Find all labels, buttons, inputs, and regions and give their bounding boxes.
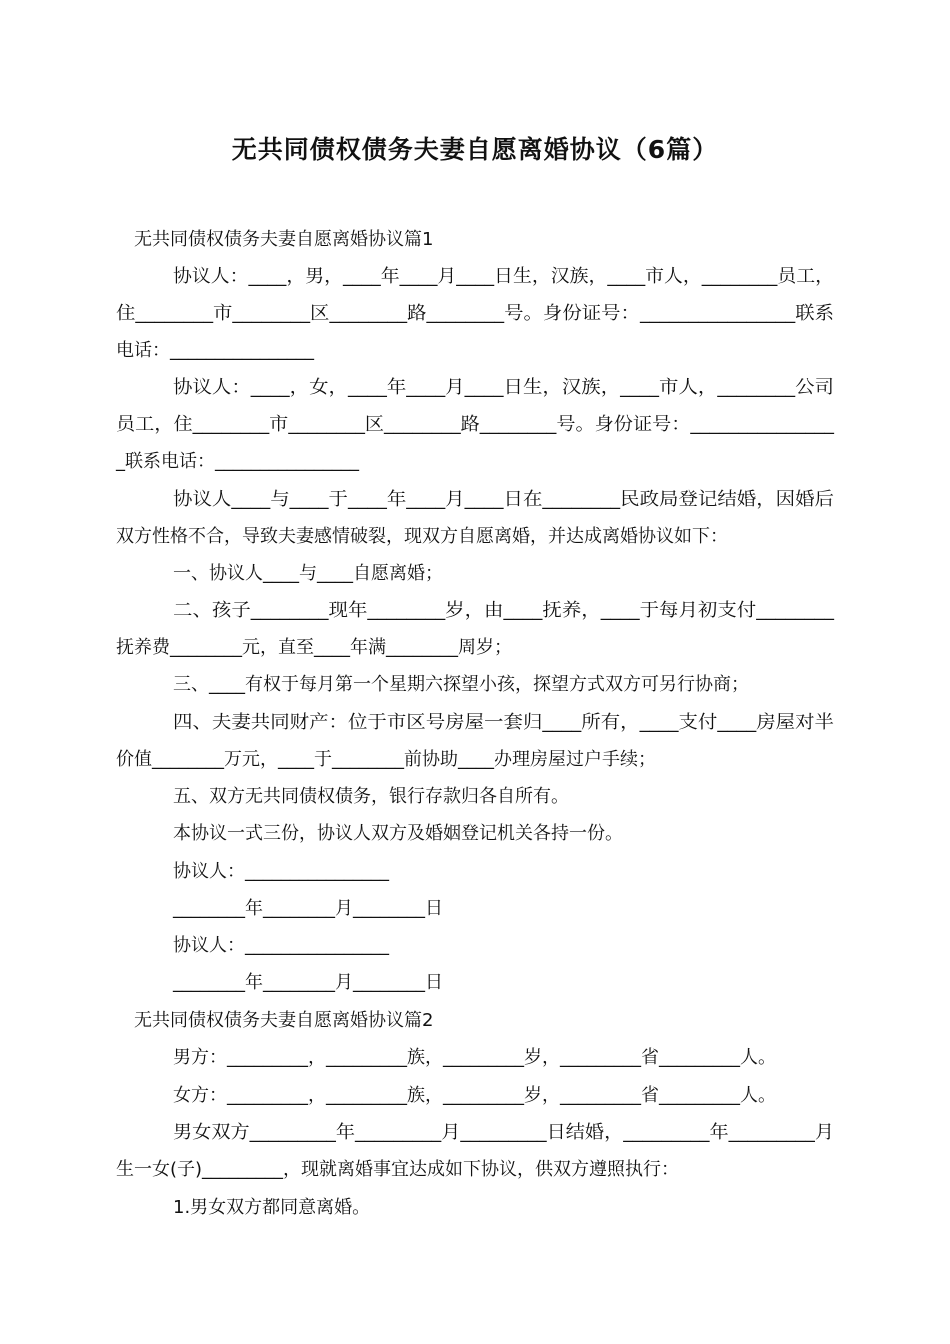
clause-line: 四、夫妻共同财产：位于市区号房屋一套归____所有，____支付____房屋对半 — [173, 712, 834, 733]
document-title: 无共同债权债务夫妻自愿离婚协议（6篇） — [231, 135, 719, 164]
paragraph-line: 生一女(子)_________，现就离婚事宜达成如下协议，供双方遵照执行： — [116, 1159, 680, 1180]
paragraph-line: 男女双方_________年_________月_________日结婚，_________年_________月 — [173, 1122, 834, 1143]
paragraph-line: 协议人：____，女，____年____月____日生，汉族，____市人，________公司 — [173, 377, 834, 398]
paragraph-line: 女方：_________，_________族，_________岁，_________省_________人。 — [173, 1085, 776, 1106]
paragraph-line: 员工，住________市________区________路________号。身份证号：_______________ — [116, 414, 834, 435]
clause-line: 1.男女双方都同意离婚。 — [173, 1197, 371, 1218]
clause-line: 三、____有权于每月第一个星期六探望小孩，探望方式双方可另行协商； — [173, 674, 749, 695]
clause-line: 抚养费________元，直至____年满________周岁； — [116, 637, 512, 658]
paragraph-line: 男方：_________，_________族，_________岁，_________省_________人。 — [173, 1047, 776, 1068]
paragraph-line: _联系电话：________________ — [116, 451, 359, 472]
section-heading-1: 无共同债权债务夫妻自愿离婚协议篇1 — [134, 229, 434, 250]
clause-line: 价值________万元，____于________前协助____办理房屋过户手续； — [116, 749, 656, 770]
clause-line: 一、协议人____与____自愿离婚； — [173, 563, 443, 584]
signature-line: 协议人：________________ — [173, 861, 389, 882]
section-heading-2: 无共同债权债务夫妻自愿离婚协议篇2 — [134, 1010, 434, 1031]
paragraph-line: 双方性格不合，导致夫妻感情破裂，现双方自愿离婚，并达成离婚协议如下： — [116, 526, 728, 547]
date-line: ________年________月________日 — [173, 898, 443, 919]
clause-line: 二、孩子________现年________岁，由____抚养，____于每月初支付________ — [173, 600, 834, 621]
paragraph-line: 本协议一式三份，协议人双方及婚姻登记机关各持一份。 — [173, 823, 623, 844]
signature-line: 协议人：________________ — [173, 935, 389, 956]
paragraph-line: 协议人____与____于____年____月____日在________民政局登记结婚，因婚后 — [173, 489, 834, 510]
date-line: ________年________月________日 — [173, 972, 443, 993]
paragraph-line: 电话：________________ — [116, 340, 314, 361]
clause-line: 五、双方无共同债权债务，银行存款归各自所有。 — [173, 786, 569, 807]
paragraph-line: 住________市________区________路________号。身份证号：________________联系 — [116, 303, 834, 324]
paragraph-line: 协议人：____，男，____年____月____日生，汉族，____市人，________员工， — [173, 266, 834, 287]
